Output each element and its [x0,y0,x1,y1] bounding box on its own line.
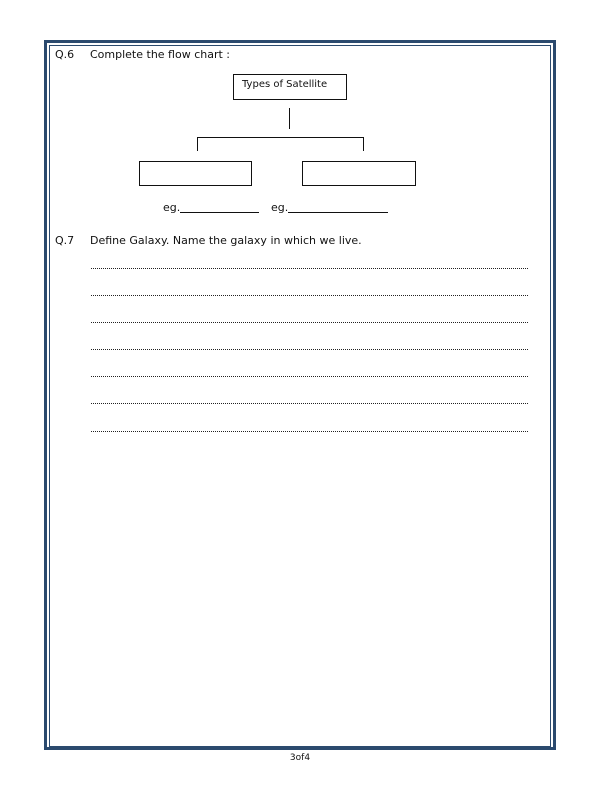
question-7-text: Define Galaxy. Name the galaxy in which we live. [90,234,362,247]
page-inner-border [49,45,551,747]
example-right-blank[interactable] [288,212,388,213]
flowchart-connector-horizontal [197,137,364,138]
page-number: 3of4 [289,753,311,763]
question-6-number: Q.6 [55,48,75,61]
flowchart-left-blank-box[interactable] [139,161,252,186]
example-left-prefix: eg. [163,201,181,214]
example-left-blank[interactable] [180,212,259,213]
answer-line[interactable] [91,349,528,350]
answer-line[interactable] [91,376,528,377]
example-right-prefix: eg. [271,201,289,214]
flowchart-connector-right-drop [363,137,364,151]
flowchart-right-blank-box[interactable] [302,161,416,186]
flowchart-root-box [233,74,347,100]
flowchart-connector-vertical [289,108,290,129]
flowchart-root-label: Types of Satellite [242,79,328,90]
flowchart-connector-left-drop [197,137,198,151]
answer-line[interactable] [91,403,528,404]
answer-line[interactable] [91,431,528,432]
question-6-text: Complete the flow chart : [90,48,231,61]
answer-line[interactable] [91,268,528,269]
question-7-number: Q.7 [55,234,75,247]
answer-line[interactable] [91,295,528,296]
answer-line[interactable] [91,322,528,323]
